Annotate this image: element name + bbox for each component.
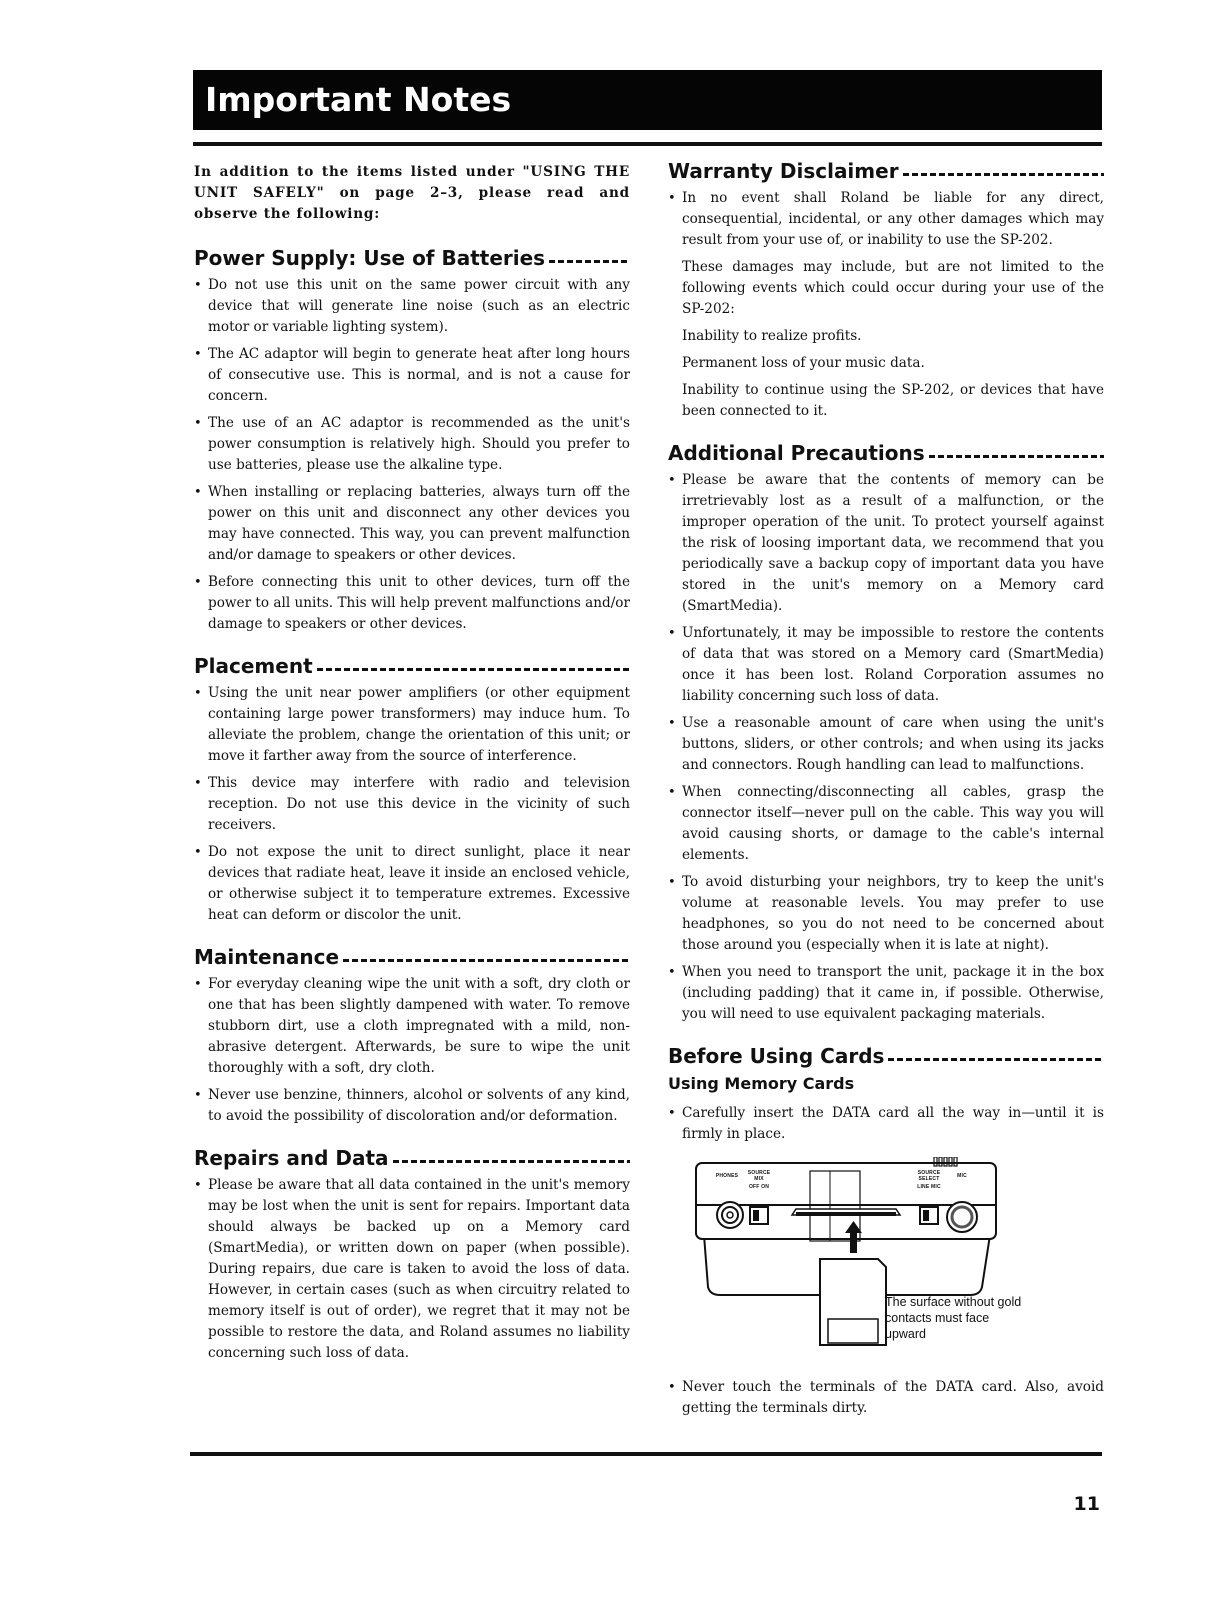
- heading-dashes: [343, 959, 630, 962]
- heading-dashes: [903, 173, 1104, 176]
- paragraph: Inability to realize profits.: [682, 328, 862, 344]
- page-title: Important Notes: [193, 70, 1102, 130]
- list-item: • The AC adaptor will begin to generate heat after long hours of consecutive use. This is normal, and is not a cause for concern.: [194, 344, 630, 407]
- list-item: • Carefully insert the DATA card all the way in—until it is firmly in place.: [668, 1103, 1104, 1145]
- list-item: • When installing or replacing batteries, always turn off the power on this unit and disconnect any other devices you may have connected. This way, you can prevent malfunction and/or damage to speakers or other devices.: [194, 482, 630, 566]
- section-heading: [668, 440, 1104, 466]
- bullet-list: [194, 1175, 630, 1364]
- list-item: • Never use benzine, thinners, alcohol or solvents of any kind, to avoid the possibility of discoloration and/or deformation.: [194, 1085, 630, 1127]
- list-item: • Please be aware that all data contained in the unit's memory may be lost when the unit is sent for repairs. Important data should always be backed up on a Memory card (SmartMedia), or written down on paper (when possible). During repairs, due care is taken to avoid the loss of data. However, in certain cases (such as when circuitry related to memory itself is out of order), we regret that it may not be possible to restore the data, and Roland assumes no liability concerning such loss of data.: [194, 1175, 630, 1364]
- bullet-list: [668, 1377, 1104, 1419]
- list-item: • To avoid disturbing your neighbors, try to keep the unit's volume at reasonable levels. You may prefer to use headphones, so you do not need to be concerned about those around you (especially when it is late at night).: [668, 872, 1104, 956]
- sub-heading: Using Memory Cards: [668, 1074, 855, 1093]
- heading-dashes: [393, 1160, 630, 1163]
- section-heading-text: Power Supply: Use of Batteries: [194, 246, 546, 270]
- section-heading-text: Maintenance: [194, 945, 340, 969]
- section-heading: [194, 653, 630, 679]
- paragraph: These damages may include, but are not limited to the following events which could occur during your use of the SP-202:: [682, 259, 1104, 317]
- left-column: [194, 158, 630, 1382]
- memory-card-icon: [820, 1259, 886, 1345]
- section-heading: [194, 944, 630, 970]
- section-heading: [668, 1043, 1104, 1069]
- list-item: • For everyday cleaning wipe the unit with a soft, dry cloth or one that has been slightly dampened with water. To remove stubborn dirt, use a cloth impregnated with a mild, non-abrasive detergent. Afterwards, be sure to wipe the unit thoroughly with a soft, dry cloth.: [194, 974, 630, 1079]
- mic-jack-icon: [947, 1202, 977, 1232]
- section-heading-text: Placement: [194, 654, 313, 678]
- line-mic-label: LINE MIC: [917, 1184, 941, 1190]
- off-on-label: OFF ON: [748, 1184, 770, 1190]
- section-power-supply: [194, 245, 630, 635]
- source-mix-label: SOURCE MIX: [747, 1170, 771, 1182]
- phones-jack-icon: [717, 1202, 743, 1228]
- section-maintenance: [194, 944, 630, 1127]
- bullet-list: [668, 470, 1104, 1025]
- list-item: • Do not expose the unit to direct sunlight, place it near devices that radiate heat, leave it inside an enclosed vehicle, or otherwise subject it to temperature extremes. Excessive heat can deform or discolor the unit.: [194, 842, 630, 926]
- section-heading-text: Additional Precautions: [668, 441, 925, 465]
- heading-dashes: [317, 668, 630, 671]
- figure-caption: The surface without gold contacts must face upward: [885, 1295, 1022, 1341]
- heading-dashes: [888, 1058, 1104, 1061]
- card-insertion-figure: [690, 1157, 1020, 1357]
- list-item: • Use a reasonable amount of care when using the unit's buttons, sliders, or other controls; and when using its jacks and connectors. Rough handling can lead to malfunctions.: [668, 713, 1104, 776]
- section-heading-text: Before Using Cards: [668, 1044, 885, 1068]
- section-heading: [194, 1145, 630, 1171]
- section-heading-text: Warranty Disclaimer: [668, 159, 899, 183]
- list-item: • When connecting/disconnecting all cables, grasp the connector itself—never pull on the cable. This way you will avoid causing shorts, or damage to the cable's internal elements.: [668, 782, 1104, 866]
- section-repairs-and-data: [194, 1145, 630, 1364]
- list-item: • Using the unit near power amplifiers (or other equipment containing large power transformers) may induce hum. To alleviate the problem, change the orientation of this unit; or move it farther away from the source of interference.: [194, 683, 630, 767]
- list-item: • When you need to transport the unit, package it in the box (including padding) that it came in, if possible. Otherwise, you will need to use equivalent packaging materials.: [668, 962, 1104, 1025]
- heading-dashes: [929, 455, 1104, 458]
- source-mix-switch-icon: [750, 1207, 768, 1224]
- section-warranty-disclaimer: [668, 158, 1104, 422]
- section-heading: [668, 158, 1104, 184]
- section-heading: [194, 245, 630, 271]
- list-item: • This device may interfere with radio and television reception. Do not use this device in the vicinity of such receivers.: [194, 773, 630, 836]
- list-item: • Please be aware that the contents of memory can be irretrievably lost as a result of a malfunction, or the improper operation of the unit. To protect yourself against the risk of loosing important data, we recommend that you periodically save a backup copy of important data you have stored in the unit's memory on a Memory card (SmartMedia).: [668, 470, 1104, 617]
- list-item: • Before connecting this unit to other devices, turn off the power to all units. This will help prevent malfunctions and/or damage to speakers or other devices.: [194, 572, 630, 635]
- section-heading-text: Repairs and Data: [194, 1146, 389, 1170]
- bullet-list: [194, 275, 630, 635]
- bottom-rule: [190, 1452, 1102, 1456]
- bullet-list: [194, 683, 630, 926]
- bullet-list: [194, 974, 630, 1127]
- section-additional-precautions: [668, 440, 1104, 1025]
- source-select-switch-icon: [920, 1207, 938, 1224]
- section-before-using-cards: [668, 1043, 1104, 1419]
- list-item: • Do not use this unit on the same power circuit with any device that will generate line noise (such as an electric motor or variable lighting system).: [194, 275, 630, 338]
- list-item: • The use of an AC adaptor is recommended as the unit's power consumption is relatively high. Should you prefer to use batteries, please use the alkaline type.: [194, 413, 630, 476]
- section-placement: [194, 653, 630, 926]
- list-item: • Never touch the terminals of the DATA card. Also, avoid getting the terminals dirty.: [668, 1377, 1104, 1419]
- page-number: 11: [1073, 1493, 1100, 1515]
- mic-label: MIC: [957, 1173, 967, 1179]
- intro-text: In addition to the items listed under "USING THE UNIT SAFELY" on page 2–3, please read and observe the following:: [194, 164, 630, 222]
- paragraph: Inability to continue using the SP-202, or devices that have been connected to it.: [682, 382, 1104, 419]
- heading-dashes: [549, 260, 630, 263]
- paragraph: Permanent loss of your music data.: [682, 355, 925, 371]
- list-item: • Unfortunately, it may be impossible to restore the contents of data that was stored on a Memory card (SmartMedia) once it has been lost. Roland Corporation assumes no liability concerning such loss of data.: [668, 623, 1104, 707]
- list-item: • In no event shall Roland be liable for any direct, consequential, incidental, or any other damages which may result from your use of, or inability to use the SP-202.: [668, 188, 1104, 251]
- source-select-label: SOURCE SELECT: [917, 1170, 941, 1182]
- bullet-list: [668, 1103, 1104, 1145]
- right-column: [668, 158, 1104, 1437]
- top-rule: [193, 142, 1102, 146]
- phones-label: PHONES: [715, 1173, 739, 1179]
- bullet-list: [668, 188, 1104, 251]
